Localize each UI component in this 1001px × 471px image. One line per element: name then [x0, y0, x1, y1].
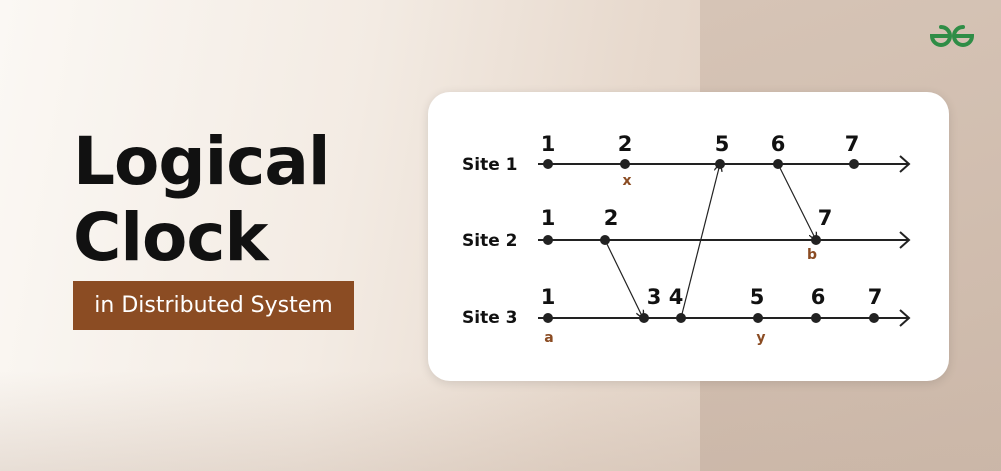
site-3-label: Site 3 — [462, 308, 518, 328]
background-shade — [0, 371, 1001, 471]
site-3-event-1 — [543, 313, 553, 323]
site-1-clock-5: 5 — [714, 132, 730, 156]
site-3-clock-4: 4 — [668, 285, 684, 309]
logical-clock-diagram — [428, 92, 949, 381]
title-line-1: Logical — [73, 123, 330, 200]
site-1-event-6 — [773, 159, 783, 169]
site-2-clock-1: 1 — [540, 206, 556, 230]
title-line-2: Clock — [73, 199, 268, 276]
site-1-event-5 — [715, 159, 725, 169]
site-1-event-7 — [849, 159, 859, 169]
site-2-clock-7: 7 — [817, 206, 833, 230]
site-3-event-3 — [639, 313, 649, 323]
site-3-event-7 — [869, 313, 879, 323]
subtitle-badge — [73, 281, 354, 330]
gfg-logo-icon — [928, 20, 976, 52]
site-1-clock-1: 1 — [540, 132, 556, 156]
event-label-x: x — [622, 173, 632, 189]
site-3-clock-3: 3 — [646, 285, 662, 309]
site-3-clock-7: 7 — [867, 285, 883, 309]
site-1-label: Site 1 — [462, 155, 518, 175]
site-3-event-6 — [811, 313, 821, 323]
site-1-event-2 — [620, 159, 630, 169]
site-2-event-1 — [543, 235, 553, 245]
message-site1-to-site2 — [778, 164, 816, 240]
site-2-event-7 — [811, 235, 821, 245]
subtitle-text: in Distributed System — [94, 293, 333, 318]
site-1-clock-7: 7 — [844, 132, 860, 156]
page-title — [73, 124, 330, 276]
site-3-clock-5: 5 — [749, 285, 765, 309]
site-2-label: Site 2 — [462, 231, 518, 251]
site-2-clock-2: 2 — [603, 206, 619, 230]
diagram-card — [428, 92, 949, 381]
event-label-y: y — [756, 330, 766, 346]
event-label-b: b — [806, 247, 818, 263]
event-label-a: a — [544, 330, 554, 346]
site-3-event-4 — [676, 313, 686, 323]
site-1-clock-6: 6 — [770, 132, 786, 156]
message-site2-to-site3 — [605, 240, 643, 318]
site-2-event-2 — [600, 235, 610, 245]
site-3-clock-6: 6 — [810, 285, 826, 309]
site-3-clock-1: 1 — [540, 285, 556, 309]
site-1-clock-2: 2 — [617, 132, 633, 156]
site-1-event-1 — [543, 159, 553, 169]
site-3-event-5 — [753, 313, 763, 323]
